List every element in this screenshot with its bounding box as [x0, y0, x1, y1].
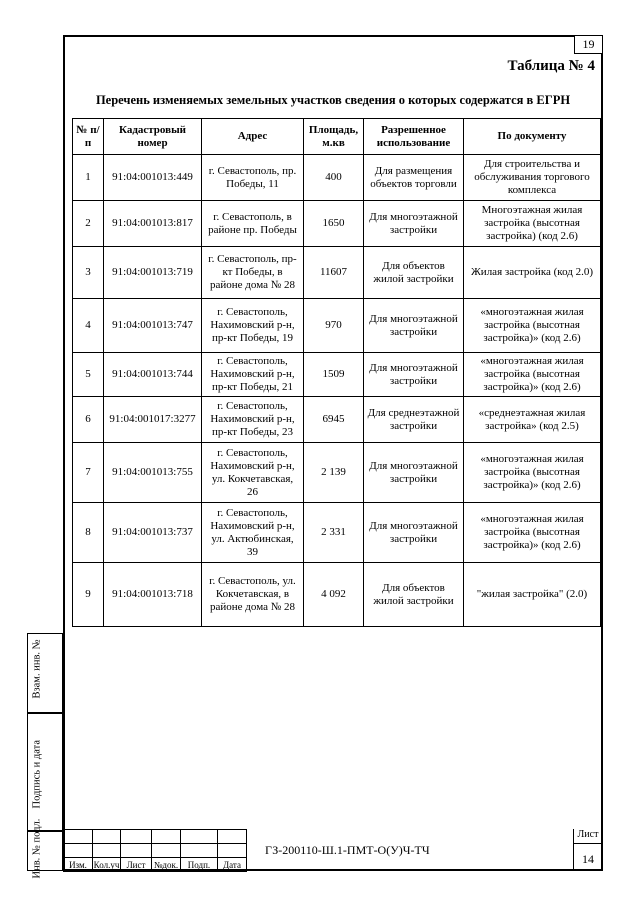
table-cell: «многоэтажная жилая застройка (высотная застройка)» (код 2.6): [464, 503, 601, 563]
table-cell: Для строительства и обслуживания торгового комплекса: [464, 155, 601, 201]
stamp-col-label: Лист: [121, 858, 152, 872]
stamp-col-label: Дата: [218, 858, 247, 872]
stamp-grid: [63, 829, 247, 872]
table-number: Таблица № 4: [507, 58, 595, 74]
land-plots-table: [72, 118, 601, 627]
table-row: [73, 201, 601, 247]
table-cell: Многоэтажная жилая застройка (высотная застройка) (код 2.6): [464, 201, 601, 247]
table-cell: 970: [304, 299, 364, 353]
header-cell: Кадастровый номер: [104, 119, 202, 155]
table-cell: 8: [73, 503, 104, 563]
header-cell: Разрешенное использование: [364, 119, 464, 155]
table-cell: г. Севастополь, Нахимовский р-н, пр-кт Победы, 19: [202, 299, 304, 353]
table-cell: г. Севастополь, пр-кт Победы, в районе дома № 28: [202, 247, 304, 299]
table-cell: г. Севастополь, пр. Победы, 11: [202, 155, 304, 201]
table-cell: г. Севастополь, Нахимовский р-н, ул. Кокчетавская, 26: [202, 443, 304, 503]
table-cell: «многоэтажная жилая застройка (высотная застройка)» (код 2.6): [464, 299, 601, 353]
table-header-row: [73, 119, 601, 155]
table-cell: г. Севастополь, в районе пр. Победы: [202, 201, 304, 247]
table-cell: 91:04:001013:737: [104, 503, 202, 563]
table-cell: 3: [73, 247, 104, 299]
table-cell: Для многоэтажной застройки: [364, 201, 464, 247]
stamp-col-label: Изм.: [64, 858, 93, 872]
table-cell: г. Севастополь, ул. Кокчетавская, в районе дома № 28: [202, 563, 304, 627]
table-cell: г. Севастополь, Нахимовский р-н, ул. Актюбинская, 39: [202, 503, 304, 563]
table-cell: 4 092: [304, 563, 364, 627]
table-cell: 11607: [304, 247, 364, 299]
table-cell: 1650: [304, 201, 364, 247]
table-heading: Перечень изменяемых земельных участков сведения о которых содержатся в ЕГРН: [95, 93, 571, 107]
table-cell: 91:04:001013:718: [104, 563, 202, 627]
table-cell: 91:04:001013:817: [104, 201, 202, 247]
header-cell: № п/п: [73, 119, 104, 155]
table-cell: 91:04:001013:755: [104, 443, 202, 503]
table-cell: 1509: [304, 353, 364, 397]
table-cell: Для многоэтажной застройки: [364, 299, 464, 353]
table-cell: «многоэтажная жилая застройка (высотная застройка)» (код 2.6): [464, 353, 601, 397]
table-row: [73, 299, 601, 353]
table-cell: 2: [73, 201, 104, 247]
table-cell: 2 139: [304, 443, 364, 503]
sheet-number: 14: [582, 852, 594, 866]
table-cell: «многоэтажная жилая застройка (высотная застройка)» (код 2.6): [464, 443, 601, 503]
table-row: [73, 247, 601, 299]
table-row: [73, 563, 601, 627]
table-cell: Для многоэтажной застройки: [364, 503, 464, 563]
header-cell: По документу: [464, 119, 601, 155]
table-cell: 91:04:001013:747: [104, 299, 202, 353]
stamp-col-label: Подп.: [181, 858, 218, 872]
table-cell: 5: [73, 353, 104, 397]
table-cell: Для среднеэтажной застройки: [364, 397, 464, 443]
table-row: [73, 503, 601, 563]
sidebar-label: Подпись и дата: [31, 739, 43, 809]
table-row: [73, 397, 601, 443]
table-cell: "жилая застройка" (2.0): [464, 563, 601, 627]
stamp-col-label: №док.: [152, 858, 181, 872]
table-cell: 9: [73, 563, 104, 627]
table-cell: Для объектов жилой застройки: [364, 563, 464, 627]
sheet-label: Лист: [577, 829, 599, 840]
table-cell: г. Севастополь, Нахимовский р-н, пр-кт Победы, 21: [202, 353, 304, 397]
table-cell: 91:04:001017:3277: [104, 397, 202, 443]
table-cell: 91:04:001013:719: [104, 247, 202, 299]
table-cell: 6945: [304, 397, 364, 443]
table-cell: Для многоэтажной застройки: [364, 443, 464, 503]
table-cell: 7: [73, 443, 104, 503]
table-row: [73, 155, 601, 201]
stamp-col-label: Кол.уч: [93, 859, 120, 870]
table-cell: Жилая застройка (код 2.0): [464, 247, 601, 299]
table-cell: Для объектов жилой застройки: [364, 247, 464, 299]
table-cell: 91:04:001013:744: [104, 353, 202, 397]
table-cell: Для размещения объектов торговли: [364, 155, 464, 201]
table-cell: 91:04:001013:449: [104, 155, 202, 201]
document-code: ГЗ-200110-Ш.1-ПМТ-О(У)Ч-ТЧ: [265, 843, 430, 857]
table-cell: Для многоэтажной застройки: [364, 353, 464, 397]
table-cell: г. Севастополь, Нахимовский р-н, пр-кт Победы, 23: [202, 397, 304, 443]
sidebar-label: Инв. № подл.: [31, 818, 43, 879]
table-row: [73, 353, 601, 397]
page-number: 19: [574, 35, 603, 54]
table-cell: «среднеэтажная жилая застройка» (код 2.5): [464, 397, 601, 443]
sidebar-label: Взам. инв. №: [31, 639, 43, 699]
table-cell: 2 331: [304, 503, 364, 563]
table-cell: 4: [73, 299, 104, 353]
header-cell: Адрес: [202, 119, 304, 155]
header-cell: Площадь, м.кв: [304, 119, 364, 155]
table-cell: 400: [304, 155, 364, 201]
sidebar-stamp: [27, 633, 63, 879]
table-cell: 6: [73, 397, 104, 443]
table-row: [73, 443, 601, 503]
table-cell: 1: [73, 155, 104, 201]
